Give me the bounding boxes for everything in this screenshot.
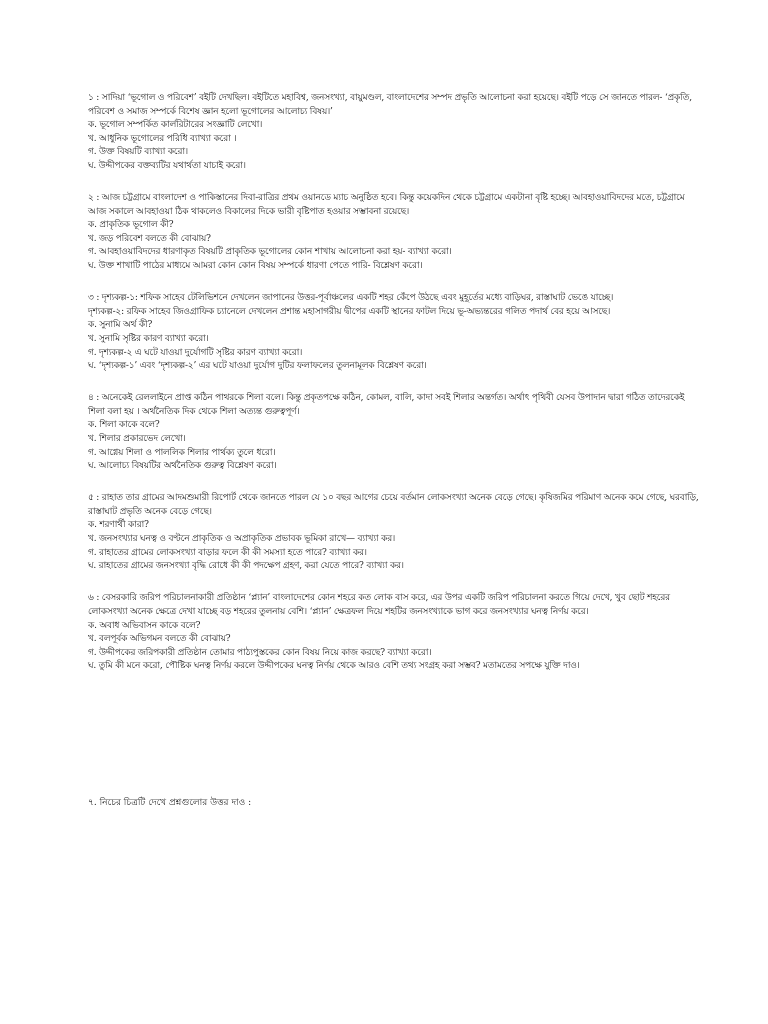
question-stem: ১ : সাদিয়া ‘ভূগোল ও পরিবেশ’ বইটি দেখছিল। বইটিতে মহাবিশ্ব, জনসংখ্যা, বায়ুমণ্ডল, বাংলাদেশের সম্পদ প্রভৃতি আলোচনা করা হয়েছে। বইটি পড়ে সে জানতে পারল- ‘প্রকৃতি, পরিবেশ ও সমাজ সম্পর্কে বিশেষ জ্ঞান হলো ভূগোলের আলোচ্য বিষয়।’ <box>88 93 692 117</box>
sub-question-ga: গ. আবহাওয়াবিদদের ধারণাকৃত বিষয়টি প্রাকৃতিক ভূগোলের কোন শাখায় আলোচনা করা হয়- ব্যাখ্যা করো। <box>88 247 452 258</box>
sub-question-gha: ঘ. উদ্দীপকের বক্তব্যটির যথার্থতা যাচাই করো। <box>88 160 246 171</box>
question-4 <box>88 392 700 474</box>
sub-question-ga: গ. দৃশ্যকল্প-২ এ ঘটে যাওয়া দুর্যোগটি সৃষ্টির কারণ ব্যাখ্যা করো। <box>88 347 303 358</box>
question-6 <box>88 592 700 674</box>
sub-question-ga: গ. আগ্নেয় শিলা ও পাললিক শিলার পার্থক্য তুলে ধরো। <box>88 447 276 458</box>
question-stem-scenario-2: দৃশ্যকল্প-২: রফিক সাহেব জিওগ্রাফিক চ্যানেলে দেখলেন প্রশান্ত মহাসাগরীয় দ্বীপের একটি স্থানের ফাটল দিয়ে ভূ-অভ্যন্তরের গলিত পদার্থ বের হয়ে আসছে। <box>88 306 611 317</box>
question-7-prompt: ৭. নিচের চিত্রটি দেখে প্রশ্নগুলোর উত্তর দাও : <box>88 798 252 808</box>
question-5 <box>88 492 700 574</box>
question-stem: ৪ : অনেকেই রেললাইনে প্রাপ্ত কঠিন পাথরকে শিলা বলে। কিন্তু প্রকৃতপক্ষে কঠিন, কোমল, বালি, কাদা সবই শিলার অন্তর্গত। অর্থাৎ পৃথিবী যেসব উপাদান দ্বারা গঠিত তাদেরকেই শিলা বলা হয় । অর্থনৈতিক দিক থেকে শিলা অত্যন্ত গুরুত্বপূর্ণ। <box>88 393 685 417</box>
question-stem: ৫ : রাহাত তার গ্রামের আদমশুমারী রিপোর্ট থেকে জানতে পারল যে ১০ বছর আগের চেয়ে বর্তমান লোকসংখ্যা অনেক বেড়ে গেছে। কৃষিজমির পরিমাণ অনেক কমে গেছে, ঘরবাড়ি, রাস্তাঘাট প্রভৃতি অনেক বেড়ে গেছে। <box>88 493 699 517</box>
sub-question-kha: খ. বলপূর্বক অভিগমন বলতে কী বোঝায়? <box>88 634 231 645</box>
sub-question-gha: ঘ. আলোচ্য বিষয়টির অর্থনৈতিক গুরুত্ব বিশ্লেষণ করো। <box>88 461 277 472</box>
sub-question-ka: ক. শিলা কাকে বলে? <box>88 420 160 431</box>
sub-question-gha: ঘ. ‘দৃশ্যকল্প-১’ এবং ‘দৃশ্যকল্প-২’ এর ঘটে যাওয়া দুর্যোগ দুটির ফলাফলের তুলনামূলক বিশ্লেষণ করো। <box>88 361 427 372</box>
sub-question-kha: খ. জড় পরিবেশ বলতে কী বোঝায়? <box>88 233 211 244</box>
sub-question-kha: খ. সুনামি সৃষ্টির কারণ ব্যাখ্যা করো। <box>88 333 209 344</box>
sub-question-ka: ক. ভূগোল সম্পর্কিত কার্লরিটারের সংজ্ঞাটি লেখো। <box>88 120 263 131</box>
question-stem: ৩ : দৃশ্যকল্প-১: শফিক সাহেব টেলিভিশনে দেখলেন জাপানের উত্তর-পূর্বাঞ্চলের একটি শহর কেঁপে উঠছে এবং মুহূর্তের মধ্যে বাড়িঘর, রাস্তাঘাট ভেঙে যাচ্ছে। <box>88 293 614 304</box>
question-1 <box>88 92 700 174</box>
sub-question-kha: খ. জনসংখ্যার ঘনত্ব ও বণ্টনে প্রাকৃতিক ও অপ্রাকৃতিক প্রভাবক ভূমিকা রাখে— ব্যাখ্যা কর। <box>88 534 395 545</box>
document-body <box>88 92 700 692</box>
question-2 <box>88 192 700 274</box>
sub-question-ka: ক. সুনামি অর্থ কী? <box>88 320 153 331</box>
sub-question-ga: গ. উক্ত বিষয়টি ব্যাখ্যা করো। <box>88 147 188 158</box>
question-3 <box>88 292 700 374</box>
sub-question-kha: খ. আধুনিক ভূগোলের পরিধি ব্যাখ্যা করো । <box>88 133 237 144</box>
sub-question-gha: ঘ. উক্ত শাখাটি পাঠের মাধ্যমে আমরা কোন কোন বিষয় সম্পর্কে ধারণা পেতে পারি- বিশ্লেষণ করো। <box>88 261 423 272</box>
sub-question-ka: ক. শরণার্থী কারা? <box>88 520 149 531</box>
sub-question-gha: ঘ. তুমি কী মনে করো, পৌষ্টিক ঘনত্ব নির্ণয় করলে উদ্দীপকের ঘনত্ব নির্ণয় থেকে আরও বেশি তথ্য সংগ্রহ করা সম্ভব? মতামতের সপক্ষে যুক্তি দাও। <box>88 661 580 672</box>
sub-question-kha: খ. শিলার প্রকারভেদ লেখো। <box>88 433 186 444</box>
question-stem: ৬ : বেসরকারি জরিপ পরিচালনাকারী প্রতিষ্ঠান ‘প্ল্যান’ বাংলাদেশের কোন শহরে কত লোক বাস করে, এর উপর একটি জরিপ পরিচালনা করতে গিয়ে দেখে, খুব ছোট শহরের লোকসংখ্যা অনেক ক্ষেত্রে দেখা যাচ্ছে বড় শহরের তুলনায় বেশি। ‘প্ল্যান’ ক্ষেত্রফল দিয়ে শহটির জনসংখ্যাকে ভাগ করে জনসংখ্যার ঘনত্ব নির্ণয় করে। <box>88 593 670 617</box>
sub-question-ga: গ. রাহাতের গ্রামের লোকসংখ্যা বাড়ার ফলে কী কী সমস্যা হতে পারে? ব্যাখ্যা কর। <box>88 547 367 558</box>
sub-question-ka: ক. অবাধ অভিবাসন কাকে বলে? <box>88 620 201 631</box>
sub-question-ka: ক. প্রাকৃতিক ভূগোল কী? <box>88 220 174 231</box>
sub-question-ga: গ. উদ্দীপকের জরিপকারী প্রতিষ্ঠান তোমার পাঠ্যপুস্তকের কোন বিষয় নিয়ে কাজ করছে? ব্যাখ্যা করো। <box>88 647 432 658</box>
question-stem: ২ : আজ চট্টগ্রামে বাংলাদেশ ও পাকিস্তানের দিবা-রাত্রির প্রথম ওয়ানডে ম্যাচ অনুষ্ঠিত হবে। কিন্তু কয়েকদিন থেকে চট্টগ্রামে একটানা বৃষ্টি হচ্ছে। আবহাওয়াবিদদের মতে, চট্টগ্রামে আজ সকালে আবহাওয়া ঠিক থাকলেও বিকালের দিকে ভারী বৃষ্টিপাত হওয়ার সম্ভাবনা রয়েছে। <box>88 193 685 217</box>
sub-question-gha: ঘ. রাহাতের গ্রামের জনসংখ্যা বৃদ্ধি রোধে কী কী পদক্ষেপ গ্রহণ, করা যেতে পারে? ব্যাখ্যা কর। <box>88 561 404 572</box>
